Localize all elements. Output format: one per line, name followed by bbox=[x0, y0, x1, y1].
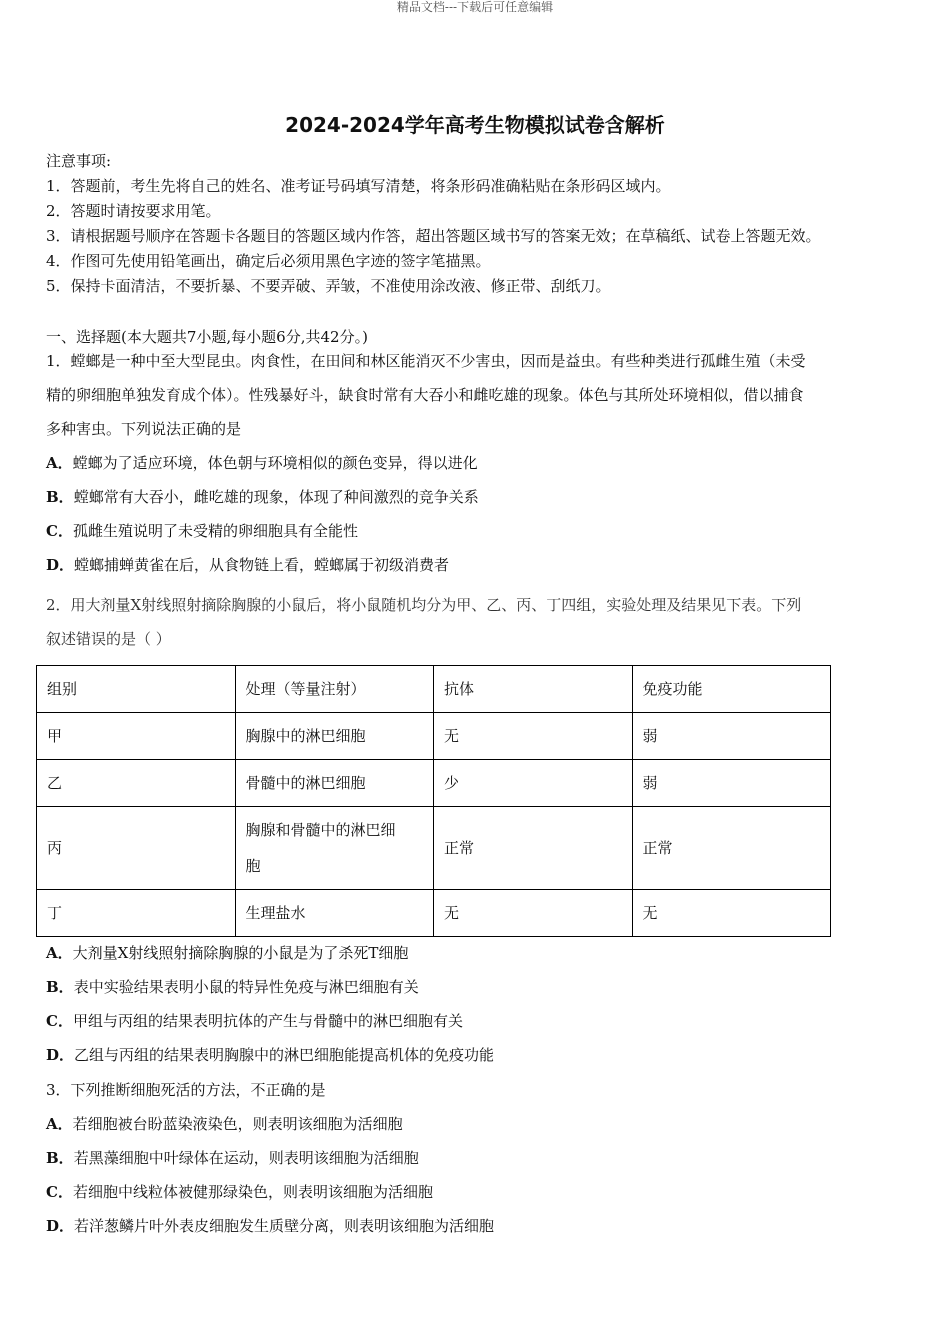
option-letter: A． bbox=[46, 944, 73, 962]
question-stem-line: 精的卵细胞单独发育成个体）。性残暴好斗，缺食时常有大吞小和雌吃雄的现象。体色与其所处环境相似，借以捕食 bbox=[46, 386, 804, 404]
notice-item: 3．请根据题号顺序在答题卡各题目的答题区域内作答，超出答题区域书写的答案无效；在草稿纸、试卷上答题无效。 bbox=[46, 227, 821, 245]
notice-item: 1．答题前，考生先将自己的姓名、准考证号码填写清楚，将条形码准确粘贴在条形码区域内。 bbox=[46, 177, 671, 195]
notice-section bbox=[46, 149, 911, 299]
question-stem-line: 叙述错误的是（ ） bbox=[46, 630, 171, 648]
page-header: 精品文档---下载后可任意编辑 bbox=[396, 0, 554, 14]
option-letter: B． bbox=[46, 1149, 74, 1167]
option-b bbox=[46, 1141, 911, 1175]
option-d bbox=[46, 548, 911, 582]
section-heading: 一、选择题(本大题共7小题,每小题6分,共42分。) bbox=[46, 328, 368, 346]
table-header-cell: 组别 bbox=[37, 666, 236, 713]
option-d bbox=[46, 1209, 911, 1243]
table-cell-wrapped bbox=[235, 807, 434, 890]
option-letter: B． bbox=[46, 978, 74, 996]
table-row bbox=[37, 713, 831, 760]
option-text: 表中实验结果表明小鼠的特异性免疫与淋巴细胞有关 bbox=[73, 978, 419, 996]
table-cell: 无 bbox=[632, 890, 831, 937]
option-text: 大剂量X射线照射摘除胸腺的小鼠是为了杀死T细胞 bbox=[72, 944, 409, 962]
option-text: 螳螂为了适应环境，体色朝与环境相似的颜色变异，得以进化 bbox=[72, 454, 478, 472]
table-header-cell: 免疫功能 bbox=[632, 666, 831, 713]
table-cell: 无 bbox=[434, 890, 633, 937]
table-cell-line: 胸腺和骨髓中的淋巴细 bbox=[245, 821, 396, 839]
table-row bbox=[37, 807, 831, 890]
option-letter: B． bbox=[46, 488, 74, 506]
notice-item: 2．答题时请按要求用笔。 bbox=[46, 202, 221, 220]
option-letter: D． bbox=[46, 1217, 75, 1235]
option-text: 乙组与丙组的结果表明胸腺中的淋巴细胞能提高机体的免疫功能 bbox=[74, 1046, 495, 1064]
option-b bbox=[46, 970, 911, 1004]
option-letter: A． bbox=[46, 1115, 73, 1133]
table-cell: 正常 bbox=[632, 807, 831, 890]
table-row bbox=[37, 890, 831, 937]
option-c bbox=[46, 514, 911, 548]
table-row bbox=[37, 760, 831, 807]
table-cell: 无 bbox=[434, 713, 633, 760]
table-cell: 乙 bbox=[37, 760, 236, 807]
table-cell: 生理盐水 bbox=[235, 890, 434, 937]
question-1 bbox=[46, 344, 911, 582]
notice-heading: 注意事项: bbox=[46, 152, 112, 170]
table-cell-line: 胞 bbox=[245, 857, 261, 875]
option-b bbox=[46, 480, 911, 514]
question-stem-line: 多种害虫。下列说法正确的是 bbox=[46, 420, 242, 438]
option-text: 螳螂常有大吞小，雌吃雄的现象，体现了种间激烈的竞争关系 bbox=[73, 488, 479, 506]
option-letter: D． bbox=[46, 556, 75, 574]
notice-item: 4．作图可先使用铅笔画出，确定后必须用黑色字迹的签字笔描黑。 bbox=[46, 252, 491, 270]
option-c bbox=[46, 1004, 911, 1038]
table-header-cell: 处理（等量注射） bbox=[235, 666, 434, 713]
option-text: 若细胞中线粒体被健那绿染色，则表明该细胞为活细胞 bbox=[72, 1183, 433, 1201]
option-a bbox=[46, 1107, 911, 1141]
question-3 bbox=[46, 1073, 911, 1243]
page-title: 2024-2024学年高考生物模拟试卷含解析 bbox=[285, 113, 665, 137]
table-cell: 胸腺中的淋巴细胞 bbox=[235, 713, 434, 760]
table-cell: 弱 bbox=[632, 760, 831, 807]
option-letter: A． bbox=[46, 454, 73, 472]
table-cell: 骨髓中的淋巴细胞 bbox=[235, 760, 434, 807]
table-cell: 丙 bbox=[37, 807, 236, 890]
question-stem-line: 1．螳螂是一种中至大型昆虫。肉食性，在田间和林区能消灭不少害虫，因而是益虫。有些种类进行孤雌生殖（未受 bbox=[46, 352, 806, 370]
table-header-row bbox=[37, 666, 831, 713]
option-d bbox=[46, 1038, 911, 1072]
table-cell: 正常 bbox=[434, 807, 633, 890]
table-cell: 少 bbox=[434, 760, 633, 807]
table-cell: 甲 bbox=[37, 713, 236, 760]
option-letter: C． bbox=[46, 1183, 73, 1201]
option-letter: D． bbox=[46, 1046, 75, 1064]
question-stem-line: 3．下列推断细胞死活的方法，不正确的是 bbox=[46, 1081, 326, 1099]
option-a bbox=[46, 446, 911, 480]
notice-item: 5．保持卡面清洁，不要折暴、不要弄破、弄皱，不准使用涂改液、修正带、刮纸刀。 bbox=[46, 277, 611, 295]
option-text: 若黑藻细胞中叶绿体在运动，则表明该细胞为活细胞 bbox=[73, 1149, 419, 1167]
option-a bbox=[46, 936, 911, 970]
question-stem-line: 2．用大剂量X射线照射摘除胸腺的小鼠后，将小鼠随机均分为甲、乙、丙、丁四组，实验处理及结果见下表。下列 bbox=[46, 596, 802, 614]
option-text: 若细胞被台盼蓝染液染色，则表明该细胞为活细胞 bbox=[72, 1115, 403, 1133]
option-text: 甲组与丙组的结果表明抗体的产生与骨髓中的淋巴细胞有关 bbox=[72, 1012, 463, 1030]
question-2-stem bbox=[46, 588, 911, 656]
experiment-table bbox=[36, 665, 831, 937]
table-cell: 丁 bbox=[37, 890, 236, 937]
question-2-options bbox=[46, 936, 911, 1072]
option-text: 若洋葱鳞片叶外表皮细胞发生质壁分离，则表明该细胞为活细胞 bbox=[74, 1217, 495, 1235]
table-cell: 弱 bbox=[632, 713, 831, 760]
option-text: 螳螂捕蝉黄雀在后，从食物链上看，螳螂属于初级消费者 bbox=[74, 556, 450, 574]
option-letter: C． bbox=[46, 1012, 73, 1030]
option-letter: C． bbox=[46, 522, 73, 540]
option-c bbox=[46, 1175, 911, 1209]
option-text: 孤雌生殖说明了未受精的卵细胞具有全能性 bbox=[72, 522, 358, 540]
table-header-cell: 抗体 bbox=[434, 666, 633, 713]
